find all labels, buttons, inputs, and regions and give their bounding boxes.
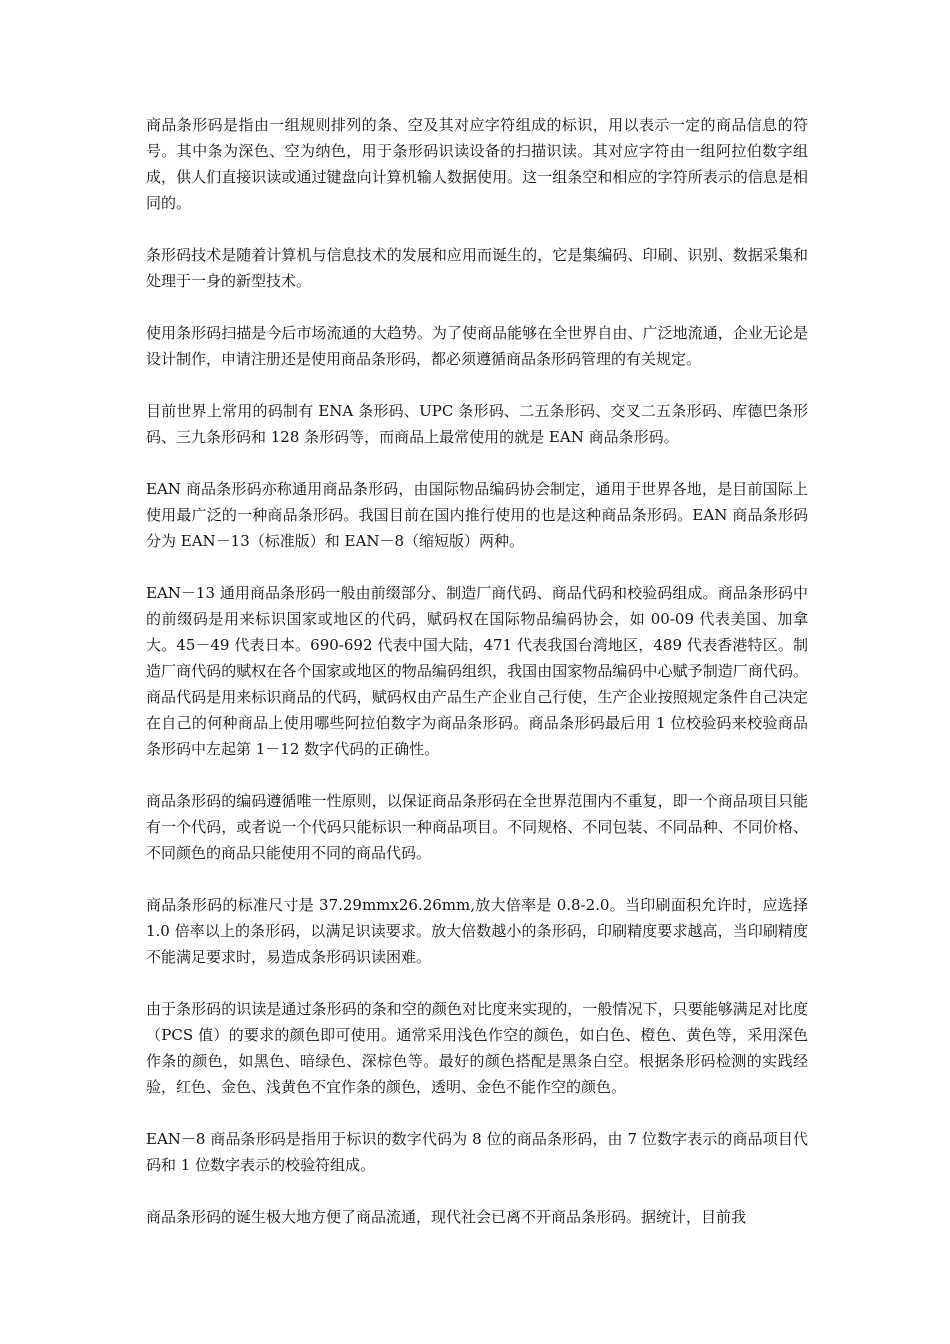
paragraph-2: 条形码技术是随着计算机与信息技术的发展和应用而诞生的，它是集编码、印刷、识别、数据采集和处理于一身的新型技术。 <box>146 246 808 290</box>
paragraph-9: 由于条形码的识读是通过条形码的条和空的颜色对比度来实现的，一般情况下，只要能够满足对比度（PCS 值）的要求的颜色即可使用。通常采用浅色作空的颜色，如白色、橙色、黄色等，采用深色作条的颜色，如黑色、暗绿色、深棕色等。最好的颜色搭配是黑条白空。根据条形码检测的实践经验，红色、金色、浅黄色不宜作条的颜色，透明、金色不能作空的颜色。 <box>146 1000 808 1096</box>
paragraph-5: EAN 商品条形码亦称通用商品条形码，由国际物品编码协会制定，通用于世界各地，是目前国际上使用最广泛的一种商品条形码。我国目前在国内推行使用的也是这种商品条形码。EAN 商品条形码分为 EAN－13（标准版）和 EAN－8（缩短版）两种。 <box>146 480 808 550</box>
paragraph-11: 商品条形码的诞生极大地方便了商品流通，现代社会已离不开商品条形码。据统计，目前我 <box>146 1208 747 1226</box>
paragraph-6: EAN－13 通用商品条形码一般由前缀部分、制造厂商代码、商品代码和校验码组成。商品条形码中的前缀码是用来标识国家或地区的代码，赋码权在国际物品编码协会，如 00-09 代表美国、加拿大。45－49 代表日本。690-692 代表中国大陆，471 代表我国台湾地区，489 代表香港特区。制造厂商代码的赋权在各个国家或地区的物品编码组织，我国由国家物品编码中心赋予制造厂商代码。商品代码是用来标识商品的代码，赋码权由产品生产企业自己行使，生产企业按照规定条件自己决定在自己的何种商品上使用哪些阿拉伯数字为商品条形码。商品条形码最后用 1 位校验码来校验商品条形码中左起第 1－12 数字代码的正确性。 <box>146 584 808 758</box>
document-body <box>146 112 808 1256</box>
paragraph-3: 使用条形码扫描是今后市场流通的大趋势。为了使商品能够在全世界自由、广泛地流通，企业无论是设计制作，申请注册还是使用商品条形码，都必须遵循商品条形码管理的有关规定。 <box>146 324 808 368</box>
paragraph-8: 商品条形码的标准尺寸是 37.29mmx26.26mm,放大倍率是 0.8-2.0。当印刷面积允许时，应选择 1.0 倍率以上的条形码，以满足识读要求。放大倍数越小的条形码，印刷精度要求越高，当印刷精度不能满足要求时，易造成条形码识读困难。 <box>146 896 808 966</box>
paragraph-7: 商品条形码的编码遵循唯一性原则，以保证商品条形码在全世界范围内不重复，即一个商品项目只能有一个代码，或者说一个代码只能标识一种商品项目。不同规格、不同包装、不同品种、不同价格、不同颜色的商品只能使用不同的商品代码。 <box>146 792 808 862</box>
paragraph-1: 商品条形码是指由一组规则排列的条、空及其对应字符组成的标识，用以表示一定的商品信息的符号。其中条为深色、空为纳色，用于条形码识读设备的扫描识读。其对应字符由一组阿拉伯数字组成，供人们直接识读或通过键盘向计算机输人数据使用。这一组条空和相应的字符所表示的信息是相同的。 <box>146 116 808 212</box>
paragraph-10: EAN－8 商品条形码是指用于标识的数字代码为 8 位的商品条形码，由 7 位数字表示的商品项目代码和 1 位数字表示的校验符组成。 <box>146 1130 808 1174</box>
paragraph-4: 目前世界上常用的码制有 ENA 条形码、UPC 条形码、二五条形码、交叉二五条形码、库德巴条形码、三九条形码和 128 条形码等，而商品上最常使用的就是 EAN 商品条形码。 <box>146 402 808 446</box>
